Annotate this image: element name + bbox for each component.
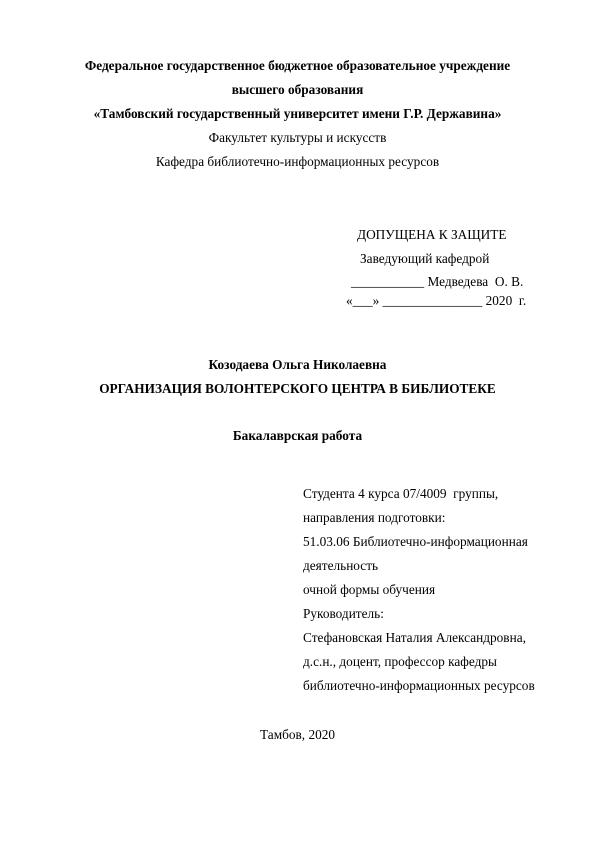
thesis-title: ОРГАНИЗАЦИЯ ВОЛОНТЕРСКОГО ЦЕНТРА В БИБЛИОТЕКЕ [99,381,496,396]
student-info-line: направления подготовки: [303,510,446,525]
approval-signature-line: ___________ Медведева О. В. [351,274,524,289]
student-info-line: деятельность [303,558,379,573]
student-info-line: очной формы обучения [303,582,436,597]
student-info-line: Стефановская Наталия Александровна, [303,630,526,645]
thesis-type: Бакалаврская работа [232,428,363,443]
student-info-line: Студента 4 курса 07/4009 группы, [303,486,499,501]
approval-title: ДОПУЩЕНА К ЗАЩИТЕ [357,227,507,242]
header-university-name: «Тамбовский государственный университет имени Г.Р. Державина» [93,106,502,121]
student-info-line: библиотечно-информационных ресурсов [303,678,535,693]
header-institution-type: Федеральное государственное бюджетное образовательное учреждение [84,58,511,73]
header-faculty: Факультет культуры и искусств [208,130,387,145]
author-name: Козодаева Ольга Николаевна [208,357,387,372]
footer-city-year: Тамбов, 2020 [260,727,336,742]
student-info-line: д.с.н., доцент, профессор кафедры [303,654,497,669]
approval-head-role: Заведующий кафедрой [360,251,490,266]
header-education-level: высшего образования [231,82,364,97]
student-info-line: Руководитель: [303,606,384,621]
approval-date-line: «___» _______________ 2020 г. [346,293,527,308]
student-info-line: 51.03.06 Библиотечно-информационная [303,534,528,549]
header-department: Кафедра библиотечно-информационных ресурсов [155,154,440,169]
